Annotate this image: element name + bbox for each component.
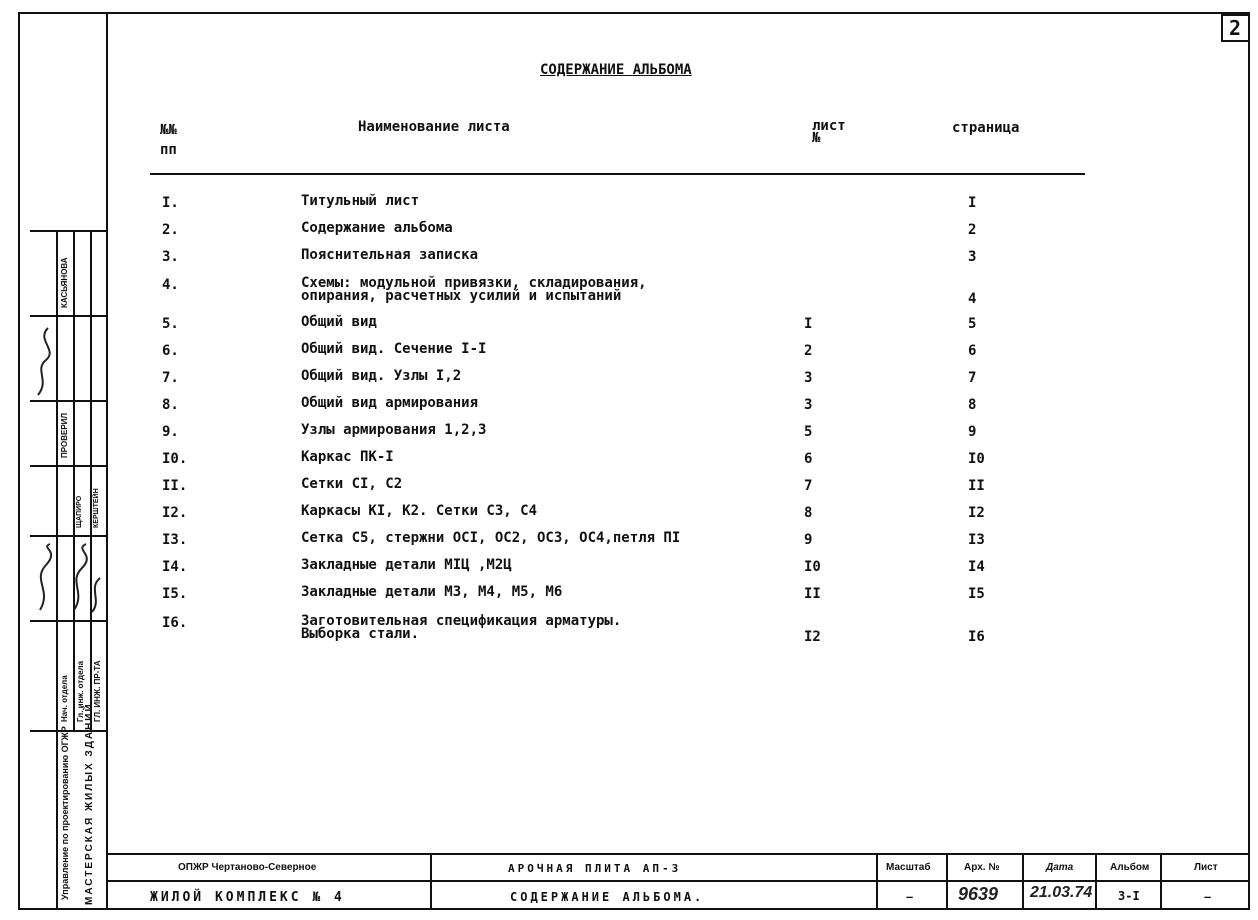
row-number: 7. [162,370,179,386]
row-page: II [968,478,985,494]
row-number: I5. [162,586,188,602]
row-number: 9. [162,424,179,440]
stamp-name: ЩАПИРО [76,495,83,528]
titleblock-divider [876,853,878,910]
row-number: 6. [162,343,179,359]
label-album: Альбом [1110,862,1150,873]
stamp-checked-name: КАСЬЯНОВА [60,257,69,308]
row-name: Общий вид [301,314,377,330]
row-page: I6 [968,629,985,645]
row-number: I. [162,195,179,211]
row-sheet: 2 [804,343,813,359]
row-number: I6. [162,615,188,631]
header-sheet: лист № [812,118,846,146]
row-number: 8. [162,397,179,413]
page-title: СОДЕРЖАНИЕ АЛЬБОМА [540,62,692,78]
titleblock-divider [430,853,432,910]
signature-mark [30,540,105,618]
row-sheet: II [804,586,821,602]
value-album: 3-I [1118,889,1140,903]
row-page: I5 [968,586,985,602]
row-name: Схемы: модульной привязки, складирования, опирания, расчетных усилий и испытаний [301,275,647,304]
row-name: Сетка С5, стержни ОСI, ОС2, ОС3, ОС4,петля ПI [301,530,681,546]
value-date: 21.03.74 [1030,884,1093,901]
row-sheet: 5 [804,424,813,440]
titleblock-divider [1095,853,1097,910]
row-name: Каркасы КI, К2. Сетки С3, С4 [301,503,538,519]
row-page: 3 [968,249,977,265]
row-number: II. [162,478,188,494]
row-number: 3. [162,249,179,265]
value-arch-no: 9639 [958,884,999,904]
table-row [0,451,1258,475]
row-name: Заготовительная спецификация арматуры. Выборка стали. [301,613,622,642]
table-row [0,195,1258,219]
row-number: I2. [162,505,188,521]
row-name: Общий вид армирования [301,395,479,411]
row-name: Пояснительная записка [301,247,479,263]
row-name: Сетки СI, С2 [301,476,403,492]
row-sheet: 9 [804,532,813,548]
table-row [0,343,1258,367]
row-sheet: 6 [804,451,813,467]
table-row [0,559,1258,583]
row-sheet: 7 [804,478,813,494]
row-page: I4 [968,559,985,575]
header-page: страница [952,120,1020,136]
row-name: Закладные детали М3, М4, М5, М6 [301,584,563,600]
table-row [0,222,1258,246]
table-row [0,478,1258,502]
row-name: Закладные детали МIЦ ,М2Ц [301,557,512,573]
row-sheet: 3 [804,397,813,413]
titleblock-divider [946,853,948,910]
row-page: 7 [968,370,977,386]
stamp-checked-label: ПРОВЕРИЛ [60,412,69,458]
table-row [0,370,1258,394]
table-row [0,613,1258,645]
signature-mark [30,320,56,400]
row-name: Узлы армирования 1,2,3 [301,422,487,438]
row-sheet: 3 [804,370,813,386]
row-page: 5 [968,316,977,332]
row-name: Общий вид. Узлы I,2 [301,368,462,384]
label-sheet: Лист [1194,862,1218,873]
table-row [0,316,1258,340]
row-sheet: 8 [804,505,813,521]
row-name: Титульный лист [301,193,420,209]
titleblock-divider [1160,853,1162,910]
row-number: 5. [162,316,179,332]
row-page: 4 [968,291,977,307]
table-row [0,505,1258,529]
row-name: Содержание альбома [301,220,453,236]
row-page: 2 [968,222,977,238]
label-arch-no: Арх. № [964,862,1000,873]
value-sheet: – [1204,889,1212,904]
row-page: I3 [968,532,985,548]
row-page: I0 [968,451,985,467]
stamp-name: КЕРШТЕЙН [93,488,100,528]
titleblock-top [107,853,1250,855]
titleblock-org: ОПЖР Чертаново-Северное [178,862,317,873]
row-sheet: I0 [804,559,821,575]
header-no: №№ пп [160,122,177,158]
header-rule [150,173,1085,175]
row-page: 6 [968,343,977,359]
stamp-role: ГЛ. ИНЖ. ПР-ТА [93,660,102,722]
row-number: I0. [162,451,188,467]
stamp-org: Управление по проектированию ОГЖР [60,726,70,900]
row-sheet: I [804,316,813,332]
row-name: Общий вид. Сечение I-I [301,341,487,357]
sheet-number: 2 [1221,14,1248,42]
row-page: I2 [968,505,985,521]
row-number: I4. [162,559,188,575]
row-page: I [968,195,977,211]
table-row [0,586,1258,610]
row-page: 9 [968,424,977,440]
label-date: Дата [1046,862,1074,873]
titleblock-sheet-title: СОДЕРЖАНИЕ АЛЬБОМА. [510,890,705,904]
table-row [0,249,1258,273]
label-scale: Масштаб [886,862,931,873]
row-name: Каркас ПК-I [301,449,394,465]
header-name: Наименование листа [358,119,510,135]
row-page: 8 [968,397,977,413]
stamp-role: Гл. инж. отдела [76,660,85,722]
row-number: 4. [162,277,179,293]
titleblock-mid [107,880,1250,882]
value-scale: – [906,889,914,904]
titleblock-divider [1022,853,1024,910]
stamp-role: Нач. отдела [60,675,69,722]
row-sheet: I2 [804,629,821,645]
titleblock-product: АРОЧНАЯ ПЛИТА АП-3 [508,862,682,875]
table-row [0,532,1258,556]
titleblock-complex: ЖИЛОЙ КОМПЛЕКС № 4 [150,890,345,905]
row-number: 2. [162,222,179,238]
row-number: I3. [162,532,188,548]
stamp-workshop: МАСТЕРСКАЯ ЖИЛЫХ ЗДАНИЙ [84,702,95,905]
table-row [0,424,1258,448]
table-row [0,397,1258,421]
